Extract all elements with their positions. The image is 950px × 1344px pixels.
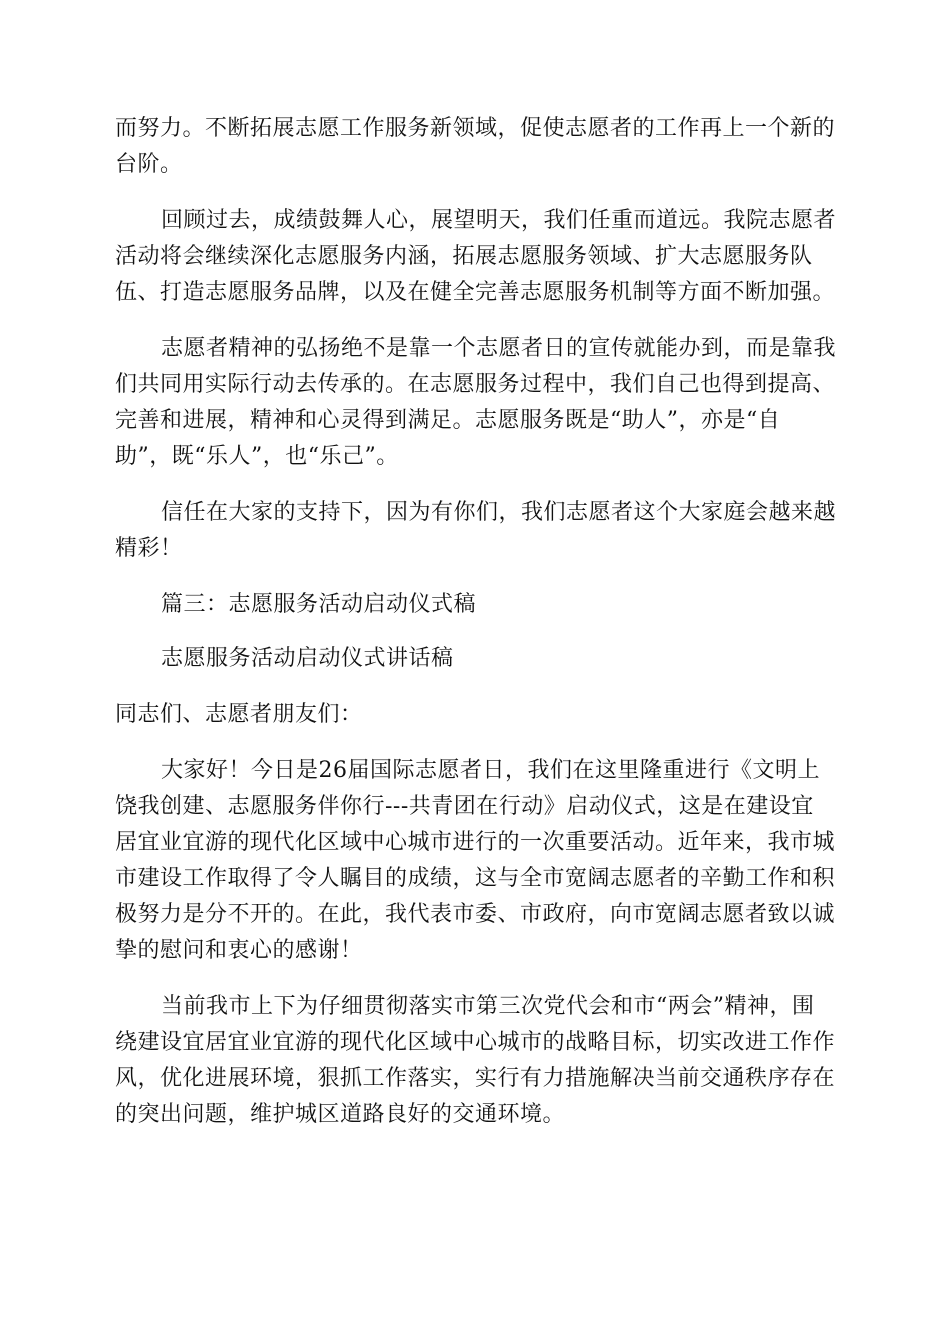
text-line: 精彩！ — [115, 536, 183, 561]
text-line: 绕建设宜居宜业宜游的现代化区域中心城市的战略目标，切实改进工作作 — [115, 1030, 836, 1055]
speech-title: 志愿服务活动启动仪式讲话稿 — [161, 646, 454, 671]
text-line: 活动将会继续深化志愿服务内涵，拓展志愿服务领域、扩大志愿服务队 — [115, 244, 813, 269]
section-heading: 篇三：志愿服务活动启动仪式稿 — [161, 592, 477, 617]
paragraph-first-line: 信任在大家的支持下，因为有你们，我们志愿者这个大家庭会越来越 — [161, 500, 837, 525]
text-line: 完善和进展，精神和心灵得到满足。志愿服务既是“助人”，亦是“自 — [115, 408, 781, 433]
paragraph-first-line: 当前我市上下为仔细贯彻落实市第三次党代会和市“两会”精神，围 — [161, 994, 815, 1019]
paragraph-first-line: 回顾过去，成绩鼓舞人心，展望明天，我们任重而道远。我院志愿者 — [161, 208, 837, 233]
text-line: 们共同用实际行动去传承的。在志愿服务过程中，我们自己也得到提高、 — [115, 372, 836, 397]
text-line: 风，优化进展环境，狠抓工作落实，实行有力措施解决当前交通秩序存在 — [115, 1066, 836, 1091]
text-line: 挚的慰问和衷心的感谢！ — [115, 938, 363, 963]
text-line: 极努力是分不开的。在此，我代表市委、市政府，向市宽阔志愿者致以诚 — [115, 902, 836, 927]
paragraph-first-line: 志愿者精神的弘扬绝不是靠一个志愿者日的宣传就能办到，而是靠我 — [161, 336, 837, 361]
text-line: 的突出问题，维护城区道路良好的交通环境。 — [115, 1102, 566, 1127]
salutation: 同志们、志愿者朋友们： — [115, 702, 363, 727]
text-line: 而努力。不断拓展志愿工作服务新领域，促使志愿者的工作再上一个新的 — [115, 116, 836, 141]
text-line: 台阶。 — [115, 152, 183, 177]
text-line: 市建设工作取得了令人瞩目的成绩，这与全市宽阔志愿者的辛勤工作和积 — [115, 866, 836, 891]
text-line: 居宜业宜游的现代化区域中心城市进行的一次重要活动。近年来，我市城 — [115, 830, 836, 855]
text-line: 助”，既“乐人”，也“乐己”。 — [115, 444, 399, 469]
text-line: 伍、打造志愿服务品牌，以及在健全完善志愿服务机制等方面不断加强。 — [115, 280, 836, 305]
text-line: 饶我创建、志愿服务伴你行---共青团在行动》启动仪式，这是在建设宜 — [115, 794, 814, 819]
paragraph-first-line: 大家好！今日是26届国际志愿者日，我们在这里隆重进行《文明上 — [161, 758, 820, 783]
